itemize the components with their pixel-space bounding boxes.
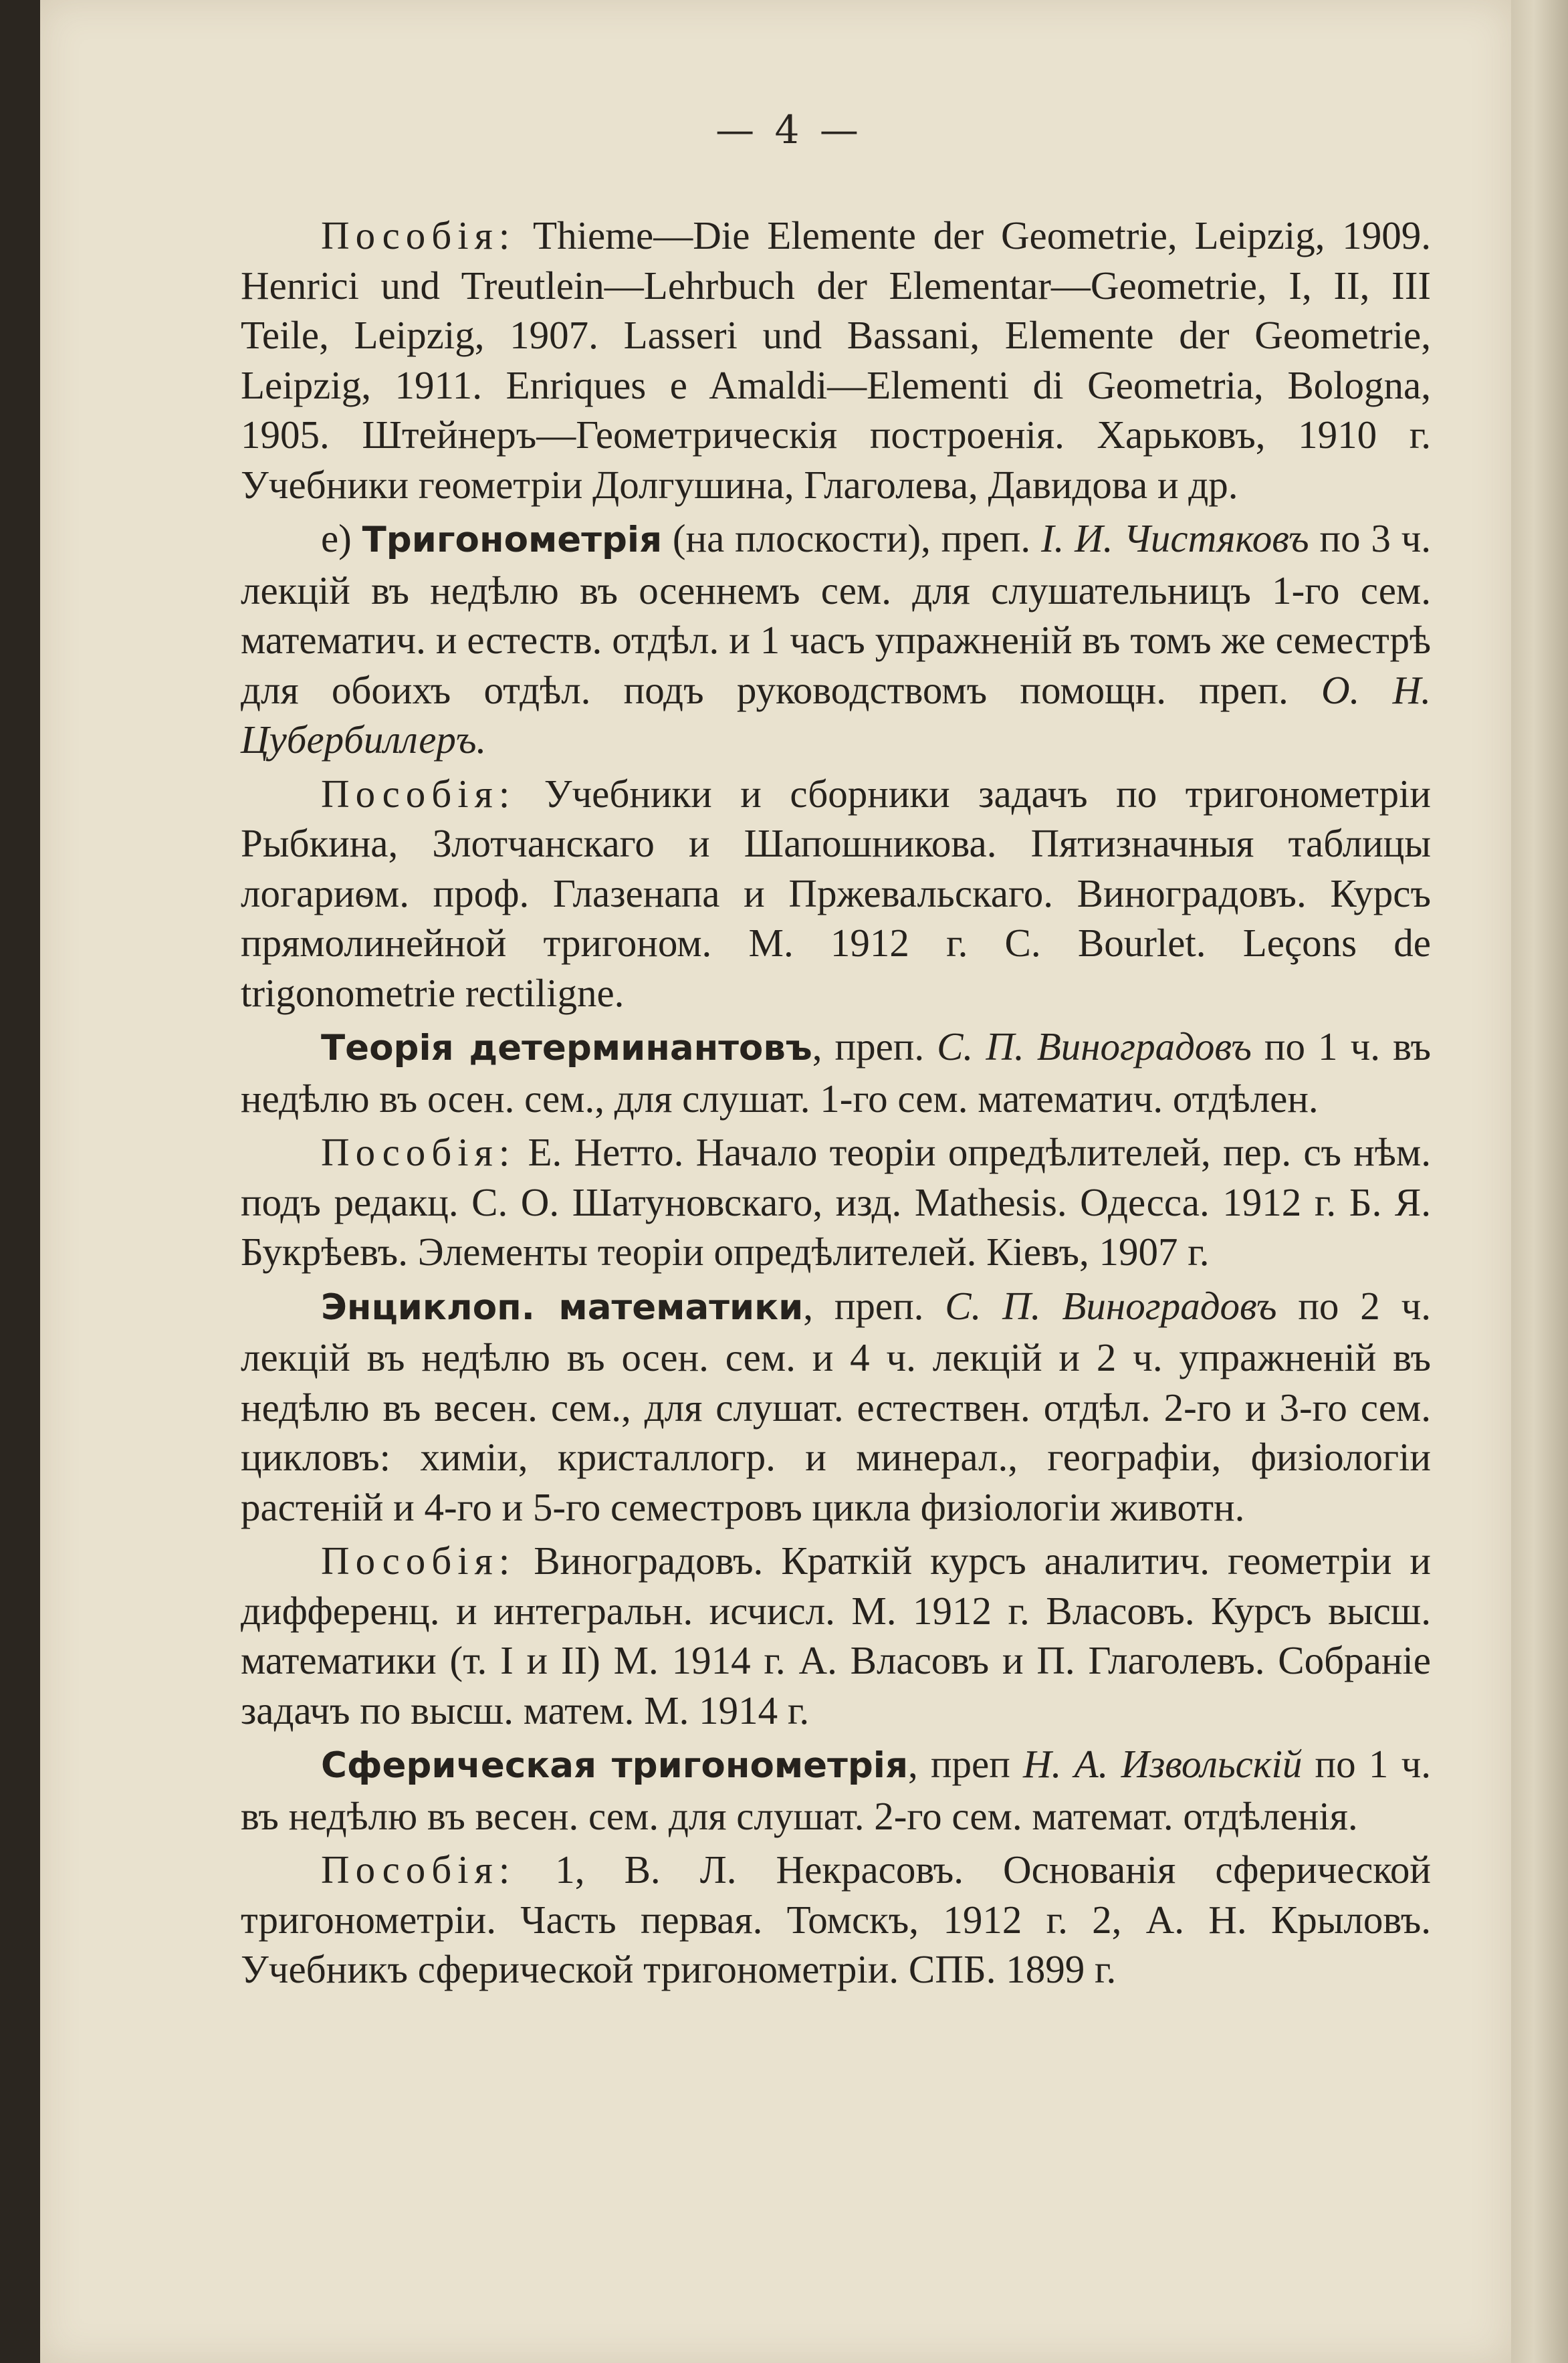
references-label: Пособія: (321, 771, 516, 816)
paragraph-text: , преп. (803, 1283, 945, 1328)
paragraph-p2 (241, 514, 1431, 765)
paragraph-p7 (241, 1536, 1431, 1735)
references-label: Пособія: (321, 1539, 516, 1583)
paragraph-text: Thieme—Die Elemente der Geometrie, Leipzig, 1909. Henrici und Treutlein—Lehrbuch der Elementar—Geometrie, I, II, III Teile, Leipzig, 1907. Lasseri und Bassani, Elemente der Geometrie, Leipzig, 1911. Enriques e Amaldi—Elementi di Geometria, Bologna, 1905. Штейнеръ—Геометрическія построенія. Харьковъ, 1910 г. Учебники геометріи Долгушина, Глаголева, Давидова и др. (241, 213, 1431, 507)
paragraph-text: Учебники и сборники задачъ по тригонометріи Рыбкина, Злотчанскаго и Шапошникова. Пятизначныя таблицы логариѳм. проф. Глазенапа и Пржевальскаго. Виноградовъ. Курсъ прямолинейной тригоном. М. 1912 г. C. Bourlet. Leçons de trigonometrie rectiligne. (241, 771, 1431, 1015)
paragraph-text: e) (321, 516, 362, 560)
course-title: Энциклоп. математики (321, 1286, 804, 1328)
document-page (40, 0, 1511, 2363)
course-title: Теорія детерминантовъ (321, 1028, 812, 1068)
paragraph-p9 (241, 1845, 1431, 1995)
lecturer-name: I. И. Чистяковъ (1040, 516, 1309, 560)
references-label: Пособія: (321, 1847, 516, 1892)
paragraph-text: , преп (907, 1742, 1024, 1786)
paragraph-text: Виноградовъ. Краткій курсъ аналитич. геометріи и дифференц. и интегральн. исчисл. М. 1912 г. Власовъ. Курсъ высш. математики (т. I и II) М. 1914 г. А. Власовъ и П. Глаголевъ. Собраніе задачъ по высш. матем. М. 1914 г. (241, 1539, 1431, 1732)
paragraph-p1 (241, 211, 1431, 510)
paragraph-text: по 2 ч. лекцій въ недѣлю въ осен. сем. и 4 ч. лекцій и 2 ч. упражненій въ недѣлю въ весен. сем., для слушат. естествен. отдѣл. 2-го и 3-го сем. цикловъ: химіи, кристаллогр. и минерал., географіи, физіологіи растеній и 4-го и 5-го семестровъ цикла физіологіи животн. (241, 1283, 1432, 1529)
paragraph-text: Е. Нетто. Начало теоріи опредѣлителей, пер. съ нѣм. подъ редакц. С. О. Шатуновскаго, изд. Mathesis. Одесса. 1912 г. Б. Я. Букрѣевъ. Элементы теоріи опредѣлителей. Кіевъ, 1907 г. (241, 1130, 1431, 1274)
paragraph-p5 (241, 1127, 1431, 1277)
paragraph-text: по 3 ч. лекцій въ недѣлю въ осеннемъ сем. для слушательницъ 1-го сем. математич. и естеств. отдѣл. и 1 часъ упражненій въ томъ же семестрѣ для обоихъ отдѣл. подъ руководствомъ помощн. преп. (241, 516, 1432, 712)
next-page-edge (1511, 0, 1568, 2363)
references-label: Пособія: (321, 213, 516, 257)
page-body (241, 211, 1431, 1997)
paragraph-text: , преп. (812, 1024, 937, 1068)
paragraph-text: 1, В. Л. Некрасовъ. Основанія сферической тригонометріи. Часть первая. Томскъ, 1912 г. 2, А. Н. Крыловъ. Учебникъ сферической тригонометріи. СПБ. 1899 г. (241, 1847, 1431, 1991)
paragraph-p3 (241, 769, 1431, 1018)
course-title: Тригонометрія (362, 520, 663, 560)
lecturer-name: С. П. Виноградовъ (937, 1024, 1252, 1068)
page-number: — 4 — (715, 107, 863, 152)
paragraph-text: (на плоскости), преп. (662, 516, 1041, 560)
lecturer-name: С. П. Виноградовъ (945, 1283, 1277, 1328)
paragraph-p4 (241, 1022, 1431, 1123)
paragraph-text: по 1 ч. въ недѣлю въ весен. сем. для слушат. 2-го сем. математ. отдѣленія. (241, 1742, 1431, 1838)
lecturer-name: О. Н. Цубербиллеръ. (241, 667, 1431, 762)
paragraph-p8 (241, 1739, 1431, 1841)
references-label: Пособія: (321, 1130, 516, 1174)
lecturer-name: Н. А. Извольскій (1023, 1742, 1303, 1786)
course-title: Сферическая тригонометрія (321, 1745, 908, 1786)
paragraph-text: по 1 ч. въ недѣлю въ осен. сем., для слушат. 1-го сем. математич. отдѣлен. (241, 1024, 1431, 1121)
paragraph-p6 (241, 1281, 1431, 1533)
